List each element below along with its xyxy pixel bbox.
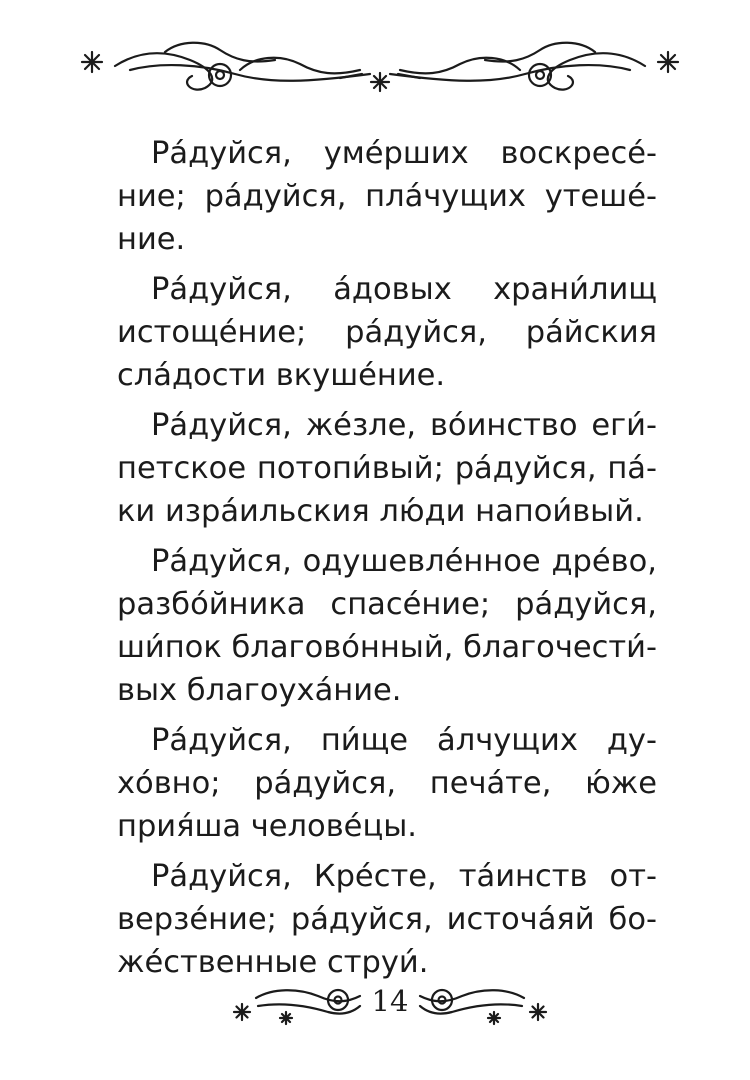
page-number: 14 xyxy=(371,984,409,1018)
paragraph xyxy=(117,855,657,984)
paragraph xyxy=(117,404,657,533)
paragraph xyxy=(117,268,657,397)
text-line: Ра́дуйся, же́зле, во́инство еги́- xyxy=(151,408,657,443)
text-line: хо́вно; ра́дуйся, печа́те, ю́же xyxy=(117,766,657,801)
text-line: ки изра́ильския лю́ди напои́вый. xyxy=(117,494,644,529)
text-line: ние. xyxy=(117,222,186,257)
text-line: Ра́дуйся, уме́рших воскресе́- xyxy=(151,136,657,171)
footer-floral-ornament-icon xyxy=(228,966,368,1036)
text-line: истоще́ние; ра́дуйся, ра́йския xyxy=(117,315,657,350)
text-line: верзе́ние; ра́дуйся, источа́яй бо- xyxy=(117,902,657,937)
paragraph xyxy=(117,132,657,261)
text-line: разбо́йника спасе́ние; ра́дуйся, xyxy=(117,587,657,622)
text-line: же́ственные струи́. xyxy=(117,945,429,980)
text-line: Ра́дуйся, Кре́сте, та́инств от- xyxy=(151,859,657,894)
text-line: вых благоуха́ние. xyxy=(117,673,402,708)
text-line: Ра́дуйся, а́довых храни́лищ xyxy=(151,272,657,307)
text-line: сла́дости вкуше́ние. xyxy=(117,358,446,393)
text-line: ние; ра́дуйся, пла́чущих утеше́- xyxy=(117,179,657,214)
text-line: Ра́дуйся, одушевле́нное дре́во, xyxy=(151,544,657,579)
footer-floral-ornament-icon xyxy=(412,966,552,1036)
page-footer xyxy=(0,966,750,1036)
paragraph xyxy=(117,719,657,848)
prayer-text xyxy=(117,132,657,991)
text-line: прия́ша челове́цы. xyxy=(117,809,417,844)
header-floral-ornament-icon xyxy=(70,30,690,110)
paragraph xyxy=(117,540,657,712)
text-line: ши́пок благово́нный, благочести́- xyxy=(117,630,657,665)
text-line: Ра́дуйся, пи́ще а́лчущих ду- xyxy=(151,723,657,758)
text-line: петское потопи́вый; ра́дуйся, па́- xyxy=(117,451,657,486)
